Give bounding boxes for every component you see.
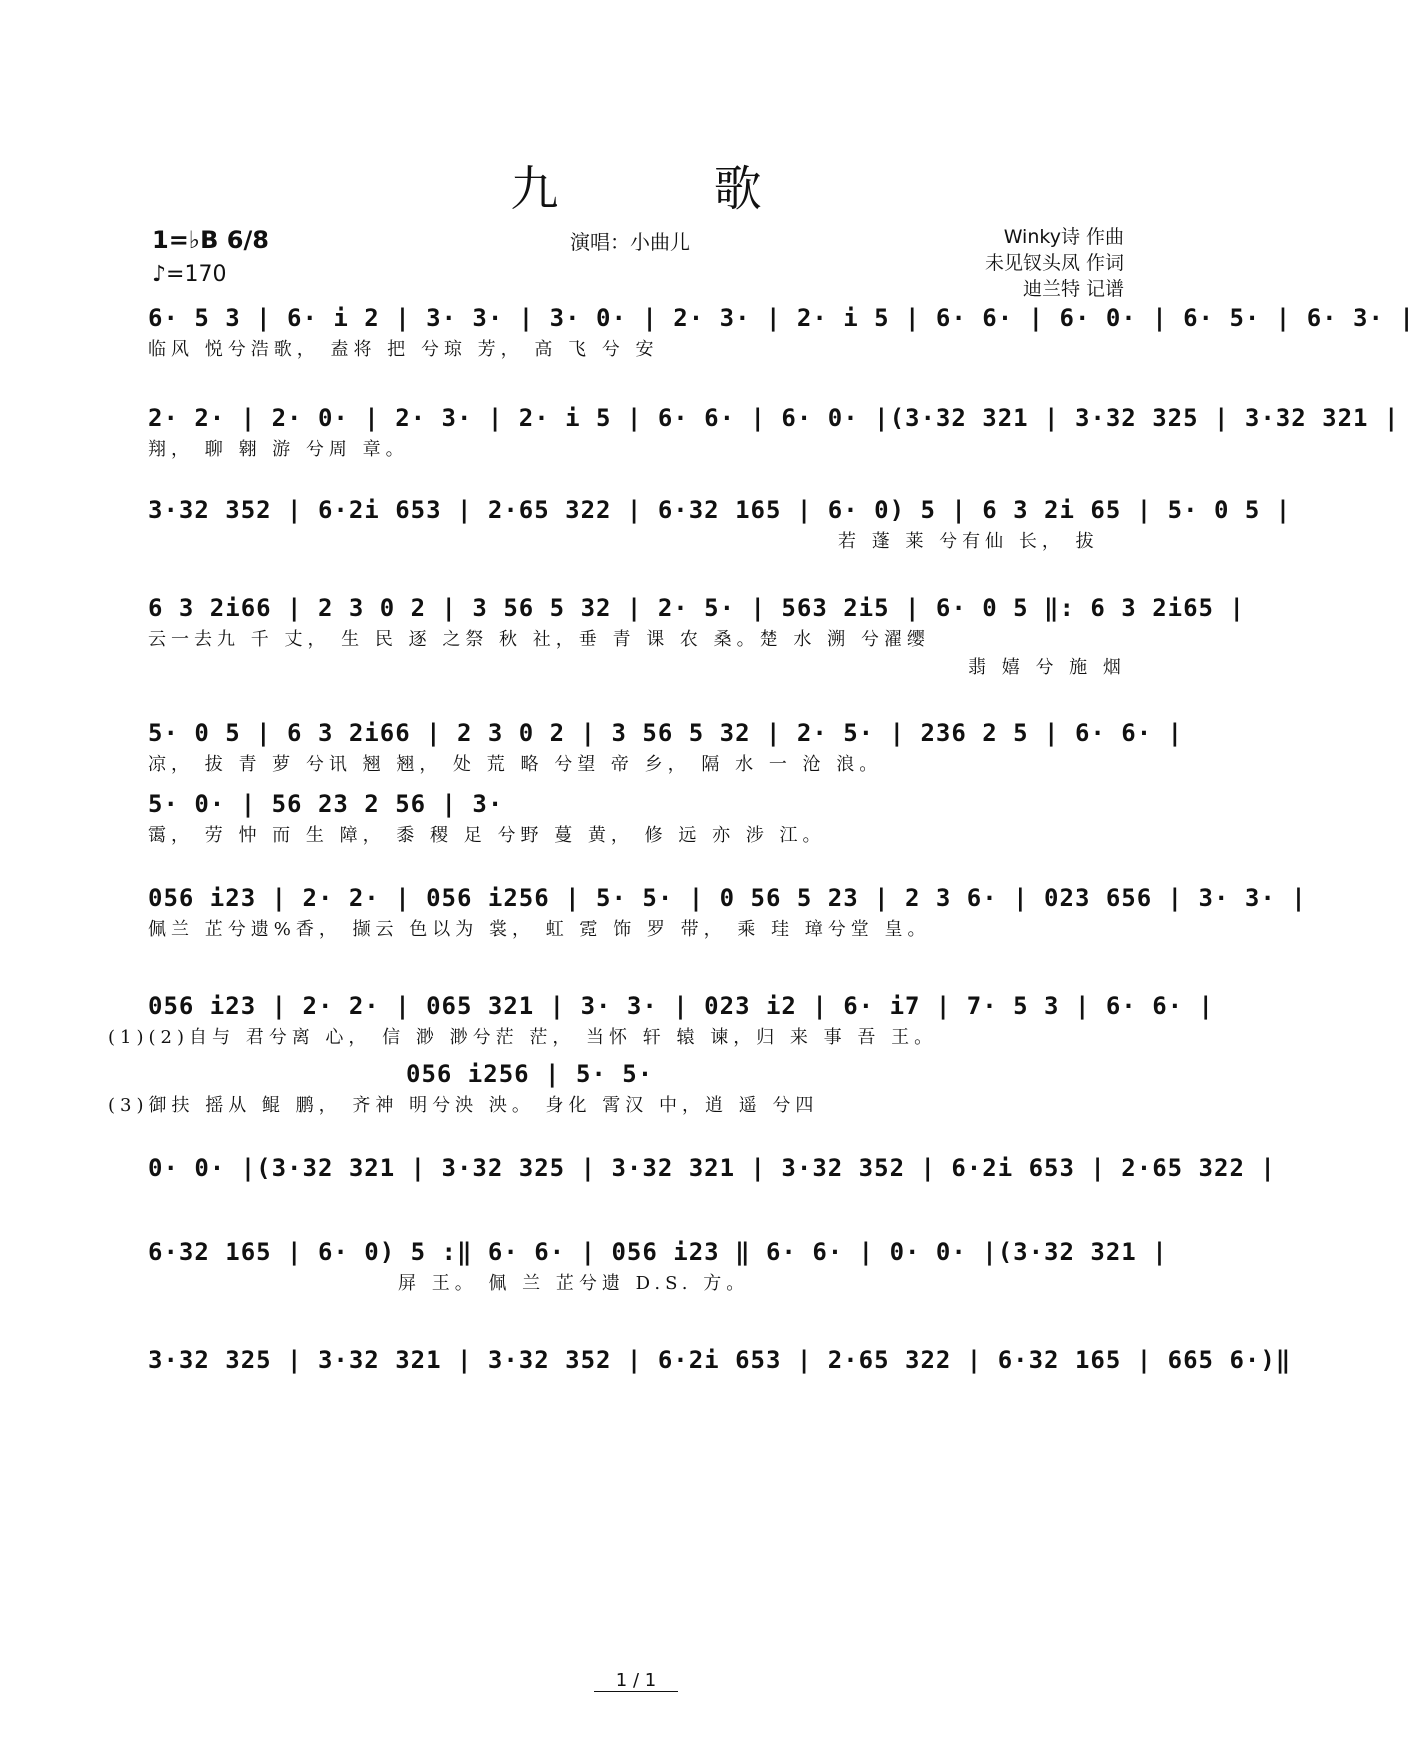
lyric-line: 佩兰 芷兮遗%香， 撷云 色以为 裳， 虹 霓 饰 罗 带， 乘 珪 璋兮堂 皇。 [148, 919, 931, 940]
notation-line: 5· 0· | 56 23 2 56 | 3· [148, 790, 504, 818]
score-system-12 [148, 1342, 1292, 1378]
key-signature: 1=♭B 6/8 [152, 226, 269, 254]
notation-line: 2· 2· | 2· 0· | 2· 3· | 2· i 5 | 6· 6· | 6· 0· |(3·32 321 | 3·32 325 | 3·32 321 | [148, 404, 1400, 432]
lyric-line: (1)(2)自与 君兮离 心， 信 渺 渺兮茫 茫， 当怀 轩 辕 谏，归 来 事 吾 王。 [108, 1027, 938, 1048]
notation-line: 6· 5 3 | 6· i 2 | 3· 3· | 3· 0· | 2· 3· | 2· i 5 | 6· 6· | 6· 0· | 6· 5· | 6· 3· | [148, 304, 1415, 332]
score-system-10 [148, 1150, 1276, 1186]
score-system-8 [108, 988, 1214, 1052]
lyric-line: 霭， 劳 忡 而 生 障， 黍 稷 足 兮野 蔓 黄， 修 远 亦 涉 江。 [148, 825, 826, 846]
credits [985, 224, 1124, 302]
score-system-1 [148, 300, 1415, 364]
notation-line: 5· 0 5 | 6 3 2i66 | 2 3 0 2 | 3 56 5 32 | 2· 5· | 236 2 5 | 6· 6· | [148, 719, 1184, 747]
page-title: 九 歌 [510, 161, 832, 217]
score-system-11 [148, 1234, 1168, 1298]
notation-line: 3·32 325 | 3·32 321 | 3·32 352 | 6·2i 653 | 2·65 322 | 6·32 165 | 665 6·)‖ [148, 1346, 1292, 1374]
lyric-line: (3)御扶 摇从 鲲 鹏， 齐神 明兮泱 泱。 身化 霄汉 中，逍 遥 兮四 [108, 1095, 819, 1116]
lyric-line: 云一去九 千 丈， 生 民 逐 之祭 秋 社，垂 青 课 农 桑。楚 水 溯 兮濯缨 [148, 629, 930, 650]
lyric-line: 临风 悦兮浩歌， 盍将 把 兮琼 芳， 高 飞 兮 安 [148, 339, 659, 360]
lyric-line-alt: 翡 嬉 兮 施 烟 [968, 657, 1126, 678]
lyric-line: 翔， 聊 翱 游 兮周 章。 [148, 439, 409, 460]
notation-line: 0· 0· |(3·32 321 | 3·32 325 | 3·32 321 | 3·32 352 | 6·2i 653 | 2·65 322 | [148, 1154, 1276, 1182]
lyric-line: 若 蓬 莱 兮有仙 长， 拔 [838, 531, 1099, 552]
page-number-text: 1 / 1 [594, 1670, 678, 1692]
lyricist-credit: 未见钗头凤 作词 [984, 252, 1124, 274]
score-system-3 [148, 492, 1292, 556]
lyric-line: 屏 王。 佩 兰 芷兮遗 D.S. 方。 [398, 1273, 750, 1294]
page-number [0, 1670, 1272, 1691]
notation-line: 056 i256 | 5· 5· [406, 1060, 654, 1088]
composer-credit: Winky诗 作曲 [1003, 226, 1124, 248]
notation-line: 056 i23 | 2· 2· | 065 321 | 3· 3· | 023 i2 | 6· i7 | 7· 5 3 | 6· 6· | [148, 992, 1214, 1020]
notation-line: 6 3 2i66 | 2 3 0 2 | 3 56 5 32 | 2· 5· | 563 2i5 | 6· 0 5 ‖: 6 3 2i65 | [148, 594, 1245, 622]
score-system-4 [148, 590, 1245, 682]
score-system-7 [148, 880, 1307, 944]
score-system-9 [108, 1056, 1134, 1120]
singer-credit: 演唱：小曲儿 [570, 230, 690, 254]
tempo-marking: ♪=170 [152, 262, 227, 287]
score-system-6 [148, 786, 1134, 850]
transcriber-credit: 迪兰特 记谱 [1022, 278, 1124, 300]
notation-line: 6·32 165 | 6· 0) 5 :‖ 6· 6· | 056 i23 ‖ 6· 6· | 0· 0· |(3·32 321 | [148, 1238, 1168, 1266]
notation-line: 3·32 352 | 6·2i 653 | 2·65 322 | 6·32 165 | 6· 0) 5 | 6 3 2i 65 | 5· 0 5 | [148, 496, 1292, 524]
notation-line: 056 i23 | 2· 2· | 056 i256 | 5· 5· | 0 56 5 23 | 2 3 6· | 023 656 | 3· 3· | [148, 884, 1307, 912]
score-system-2 [148, 400, 1400, 464]
lyric-line: 凉， 拔 青 萝 兮讯 翘 翘， 处 荒 略 兮望 帝 乡， 隔 水 一 沧 浪。 [148, 754, 883, 775]
score-system-5 [148, 715, 1184, 779]
